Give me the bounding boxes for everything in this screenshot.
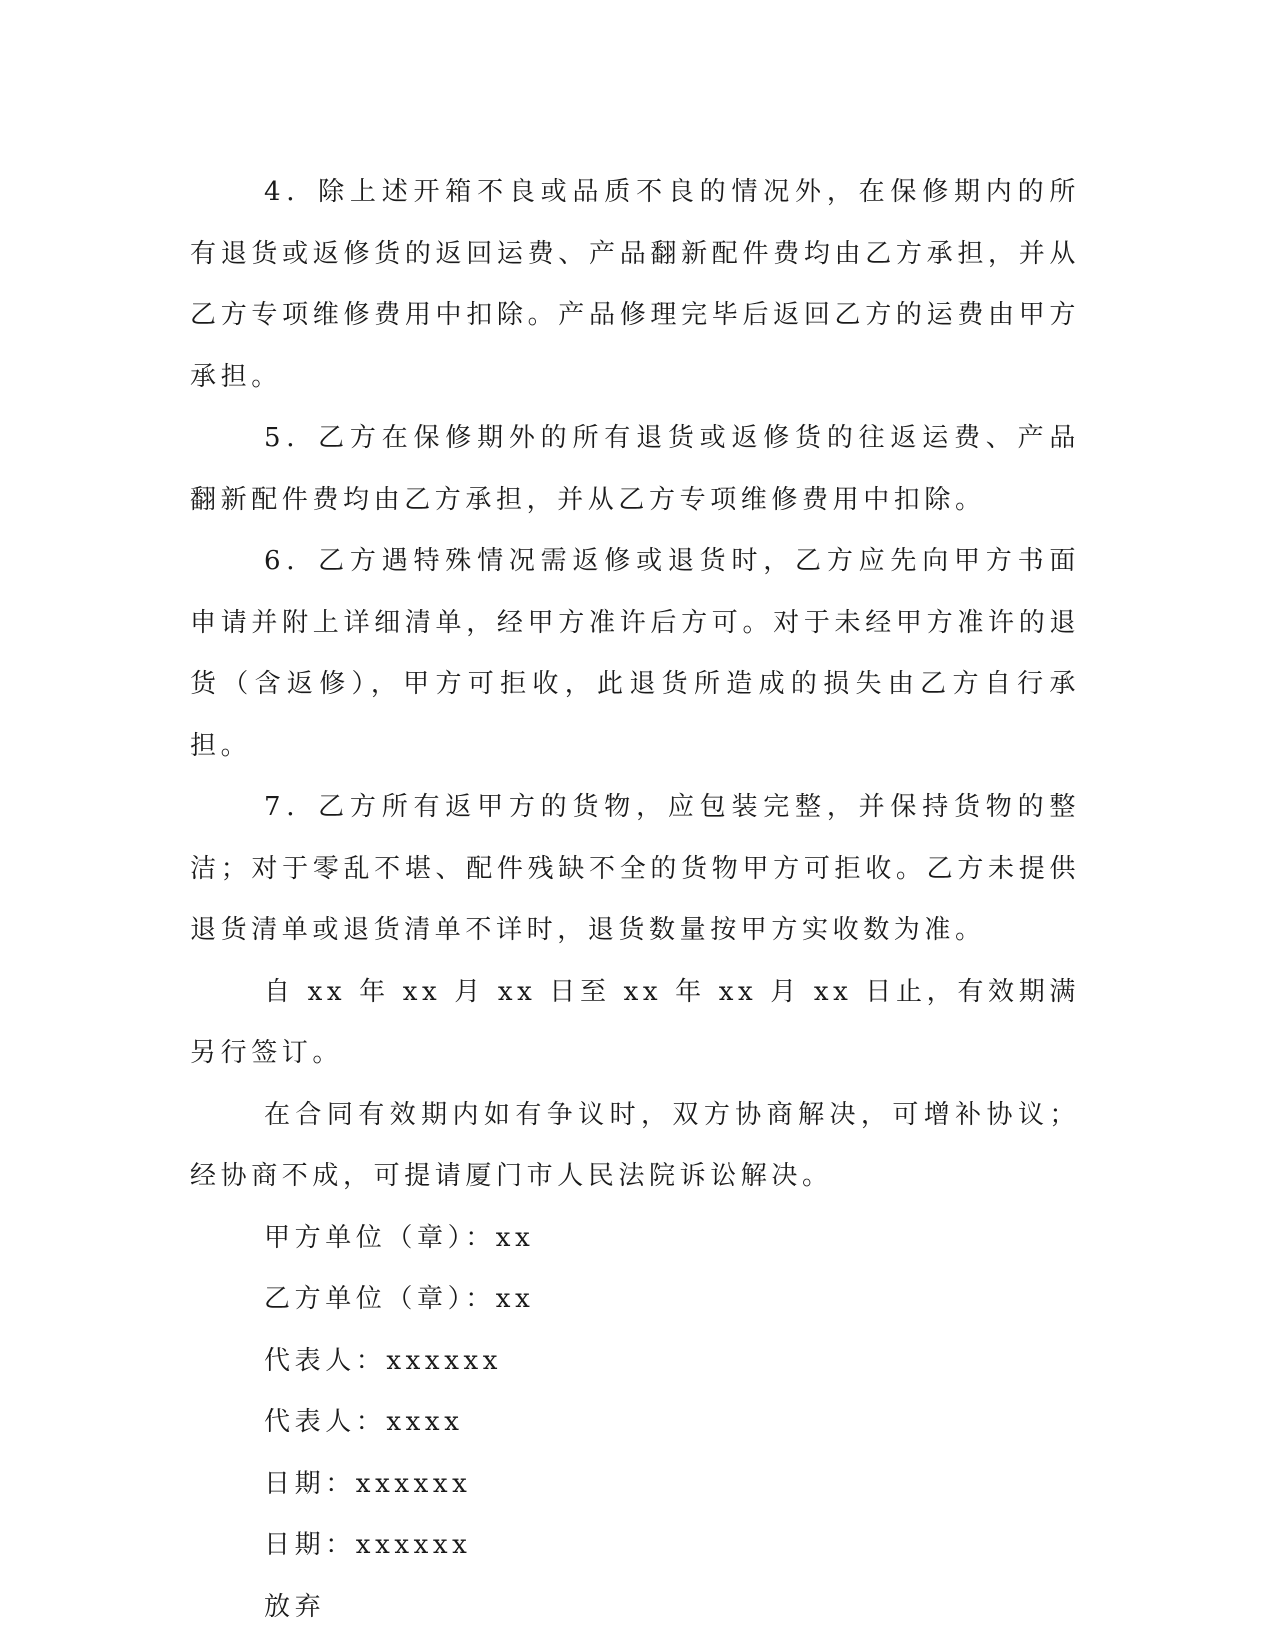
party-b-representative-line: 代表人：xxxx xyxy=(264,1407,464,1437)
party-b-unit-line: 乙方单位（章）：xx xyxy=(264,1284,535,1314)
clause-4-paragraph: 4．除上述开箱不良或品质不良的情况外，在保修期内的所有退货或返修货的返回运费、产品翻新配件费均由乙方承担，并从乙方专项维修费用中扣除。产品修理完毕后返回乙方的运费由甲方承担。 xyxy=(190,177,1080,392)
dispute-resolution-paragraph: 在合同有效期内如有争议时，双方协商解决，可增补协议；经协商不成，可提请厦门市人民法院诉讼解决。 xyxy=(190,1099,1080,1191)
clause-5-paragraph: 5．乙方在保修期外的所有退货或返修货的往返运费、产品翻新配件费均由乙方承担，并从乙方专项维修费用中扣除。 xyxy=(190,423,1080,515)
party-a-date-line: 日期：xxxxxx xyxy=(264,1468,472,1499)
waiver-line: 放弃 xyxy=(264,1591,326,1622)
clause-7-paragraph: 7．乙方所有返甲方的货物，应包装完整，并保持货物的整洁；对于零乱不堪、配件残缺不全的货物甲方可拒收。乙方未提供退货清单或退货清单不详时，退货数量按甲方实收数为准。 xyxy=(190,792,1080,945)
party-a-representative-line: 代表人：xxxxxx xyxy=(264,1345,502,1376)
document-body xyxy=(190,162,1080,1638)
clause-6-paragraph: 6．乙方遇特殊情况需返修或退货时，乙方应先向甲方书面申请并附上详细清单，经甲方准许后方可。对于未经甲方准许的退货（含返修），甲方可拒收，此退货所造成的损失由乙方自行承担。 xyxy=(190,546,1080,761)
validity-period-paragraph: 自 xx 年 xx 月 xx 日至 xx 年 xx 月 xx 日止，有效期满另行签订。 xyxy=(190,976,1080,1068)
party-b-date-line: 日期：xxxxxx xyxy=(264,1530,472,1560)
party-a-unit-line: 甲方单位（章）：xx xyxy=(264,1222,535,1253)
